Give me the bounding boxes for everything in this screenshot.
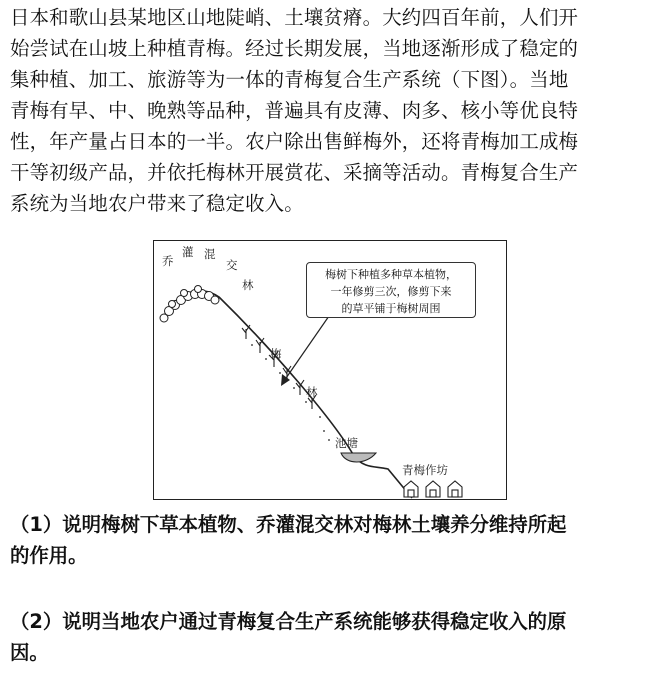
callout-arrow (284, 316, 329, 381)
callout-line: 的草平铺于梅树周围 (341, 302, 441, 315)
question-line: （2）说明当地农户通过青梅复合生产系统能够获得稳定收入的原 (10, 610, 567, 633)
forest-label-char: 林 (242, 278, 254, 292)
passage-line: 系统为当地农户带来了稳定收入。 (10, 192, 304, 215)
pond-label: 池塘 (335, 436, 358, 450)
question-1 (10, 509, 660, 571)
pond (341, 453, 376, 462)
forest-label-char: 灌 (182, 245, 194, 259)
passage-line: 日本和歌山县某地区山地陡峭、土壤贫瘠。大约四百年前，人们开 (10, 6, 579, 29)
callout-box (306, 262, 476, 318)
forest-label-char: 交 (226, 258, 238, 272)
question-line: （1）说明梅树下草本植物、乔灌混交林对梅林土壤养分维持所起 (10, 513, 567, 536)
grass-marks (251, 344, 330, 441)
hill-slope (162, 291, 412, 498)
workshop-label: 青梅作坊 (402, 463, 448, 477)
question-line: 的作用。 (10, 544, 88, 567)
plum-system-diagram (153, 240, 507, 500)
passage-line: 干等初级产品，并依托梅林开展赏花、采摘等活动。青梅复合生产 (10, 161, 579, 184)
passage-text (10, 2, 658, 219)
passage-line: 始尝试在山坡上种植青梅。经过长期发展，当地逐渐形成了稳定的 (10, 37, 579, 60)
callout-line: 一年修剪三次，修剪下来 (330, 285, 452, 298)
passage-line: 青梅有早、中、晚熟等品种，普遍具有皮薄、肉多、核小等优良特 (10, 99, 579, 122)
plum-label-char: 林 (306, 385, 318, 399)
forest-label-char: 乔 (162, 254, 174, 268)
forest-label-char: 混 (204, 247, 216, 261)
passage-line: 集种植、加工、旅游等为一体的青梅复合生产系统（下图）。当地 (10, 68, 569, 91)
plum-trees (242, 325, 316, 409)
callout-line: 梅树下种植多种草本植物， (325, 268, 457, 281)
workshop-buildings (404, 481, 462, 497)
plum-label-char: 梅 (270, 347, 282, 361)
callout-arrowhead (281, 374, 290, 386)
question-2 (10, 606, 660, 668)
passage-line: 性，年产量占日本的一半。农户除出售鲜梅外，还将青梅加工成梅 (10, 130, 579, 153)
question-line: 因。 (10, 641, 49, 664)
forest-canopy (160, 286, 219, 323)
